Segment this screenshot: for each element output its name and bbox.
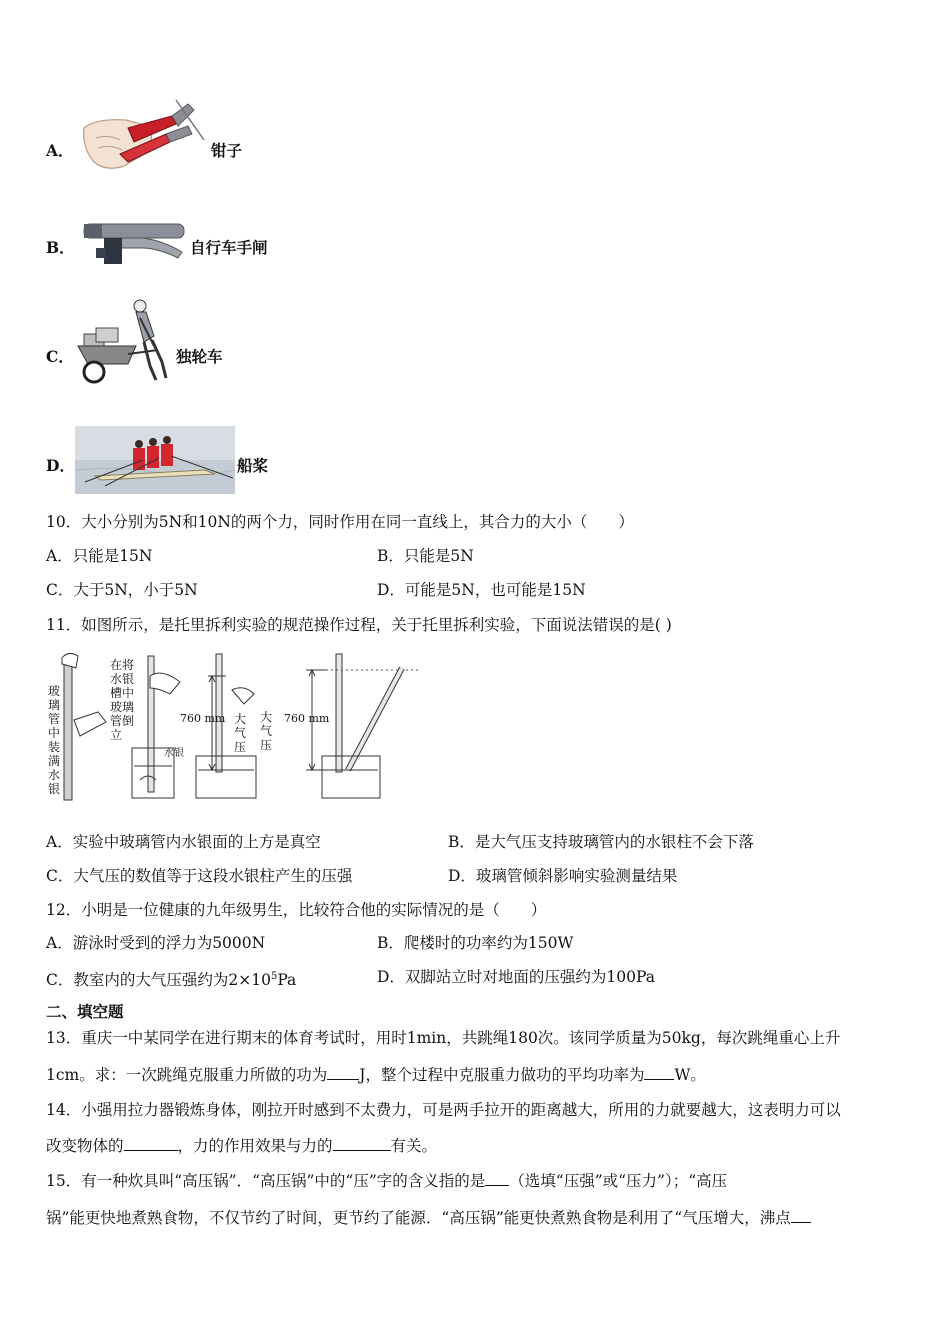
q10-stem: 10．大小分别为5N和10N的两个力，同时作用在同一直线上，其合力的大小（ ） <box>46 513 634 531</box>
q11-option-c[interactable]: C．大气压的数值等于这段水银柱产生的压强 <box>46 867 353 885</box>
option-caption: 钳子 <box>211 141 243 160</box>
torricelli-figure <box>44 648 424 812</box>
q12-option-b[interactable]: B．爬楼时的功率约为150W <box>377 934 574 952</box>
q13-line2 <box>46 1065 706 1085</box>
q14-blank-effect[interactable] <box>124 1136 178 1151</box>
section-heading: 二、填空题 <box>46 1002 124 1021</box>
q10-option-c[interactable]: C．大于5N，小于5N <box>46 581 198 599</box>
q11-option-a[interactable]: A．实验中玻璃管内水银面的上方是真空 <box>46 833 321 851</box>
q14-line1: 14．小强用拉力器锻炼身体，刚拉开时感到不太费力，可是两手拉开的距离越大，所用的力就要越大，这表明力可以 <box>46 1101 841 1119</box>
q14-text-b: ，力的作用效果与力的 <box>177 1137 333 1155</box>
q15-blank-meaning[interactable] <box>485 1171 509 1186</box>
option-caption: 独轮车 <box>176 347 223 366</box>
q13-line1: 13．重庆一中某同学在进行期末的体育考试时，用时1min，共跳绳180次。该同学质量为50kg，每次跳绳重心上升 <box>46 1029 841 1047</box>
option-letter: D． <box>46 456 75 475</box>
q12-option-a[interactable]: A．游泳时受到的浮力为5000N <box>46 934 266 952</box>
q15-line2 <box>46 1208 811 1228</box>
q13-text-c: W。 <box>674 1066 706 1084</box>
q12-option-d[interactable]: D．双脚站立时对地面的压强约为100Pa <box>377 968 655 986</box>
q11-stem: 11．如图所示，是托里拆利实验的规范操作过程，关于托里拆利实验，下面说法错误的是( ) <box>46 616 672 634</box>
q12-option-c-exponent: 5 <box>270 971 278 982</box>
figure-pressure2-label: 大气压 <box>260 710 273 752</box>
option-caption: 自行车手闸 <box>190 238 268 257</box>
figure-step2-label: 在将水银槽中玻璃管倒立 <box>110 658 135 742</box>
q13-text-b: J，整个过程中克服重力做功的平均功率为 <box>359 1066 645 1084</box>
q15-text-a: 15．有一种炊具叫“高压锅”．“高压锅”中的“压”字的含义指的是 <box>46 1172 486 1190</box>
q11-option-b[interactable]: B．是大气压支持玻璃管内的水银柱不会下落 <box>448 833 754 851</box>
wheelbarrow-illustration <box>74 296 172 386</box>
q15-blank-boiling[interactable] <box>791 1208 811 1223</box>
q10-option-d[interactable]: D．可能是5N，也可能是15N <box>377 581 586 599</box>
q13-blank-work[interactable] <box>327 1065 359 1080</box>
q14-blank-factor[interactable] <box>333 1136 391 1151</box>
figure-height2-label: 760 mm <box>284 712 330 725</box>
option-letter: A． <box>46 141 74 160</box>
rowing-photo <box>75 426 235 494</box>
figure-height1-label: 760 mm <box>180 712 226 725</box>
q10-option-a[interactable]: A．只能是15N <box>46 547 153 565</box>
q12-option-c-text: C．教室内的大气压强约为2×10 <box>46 971 271 990</box>
pliers-illustration <box>76 98 208 176</box>
q11-option-d[interactable]: D．玻璃管倾斜影响实验测量结果 <box>448 867 678 885</box>
q15-text-c: 锅”能更快地煮熟食物，不仅节约了时间，更节约了能源．“高压锅”能更快煮熟食物是利用了“气压增大，沸点 <box>46 1209 791 1227</box>
figure-mercury-label: 水银 <box>164 748 184 759</box>
q13-text-a: 1cm。求：一次跳绳克服重力所做的功为 <box>46 1066 328 1084</box>
q15-line1 <box>46 1171 727 1191</box>
figure-pressure-label: 大气压 <box>234 712 247 754</box>
q14-text-a: 改变物体的 <box>46 1137 124 1155</box>
option-letter: B． <box>46 238 75 257</box>
q15-text-b: （选填“压强”或“压力”）；“高压 <box>509 1172 728 1190</box>
option-caption: 船桨 <box>237 456 269 475</box>
q10-option-b[interactable]: B．只能是5N <box>377 547 474 565</box>
q13-blank-power[interactable] <box>644 1065 674 1080</box>
figure-step1-label: 玻璃管中装满水银 <box>48 684 61 796</box>
q12-option-c[interactable] <box>46 967 296 990</box>
option-letter: C． <box>46 347 74 366</box>
q14-text-c: 有关。 <box>390 1137 438 1155</box>
bike-brake-illustration <box>82 218 186 270</box>
q12-stem: 12．小明是一位健康的九年级男生，比较符合他的实际情况的是（ ） <box>46 901 547 919</box>
q14-line2 <box>46 1136 437 1156</box>
q12-option-c-unit: Pa <box>277 971 297 990</box>
